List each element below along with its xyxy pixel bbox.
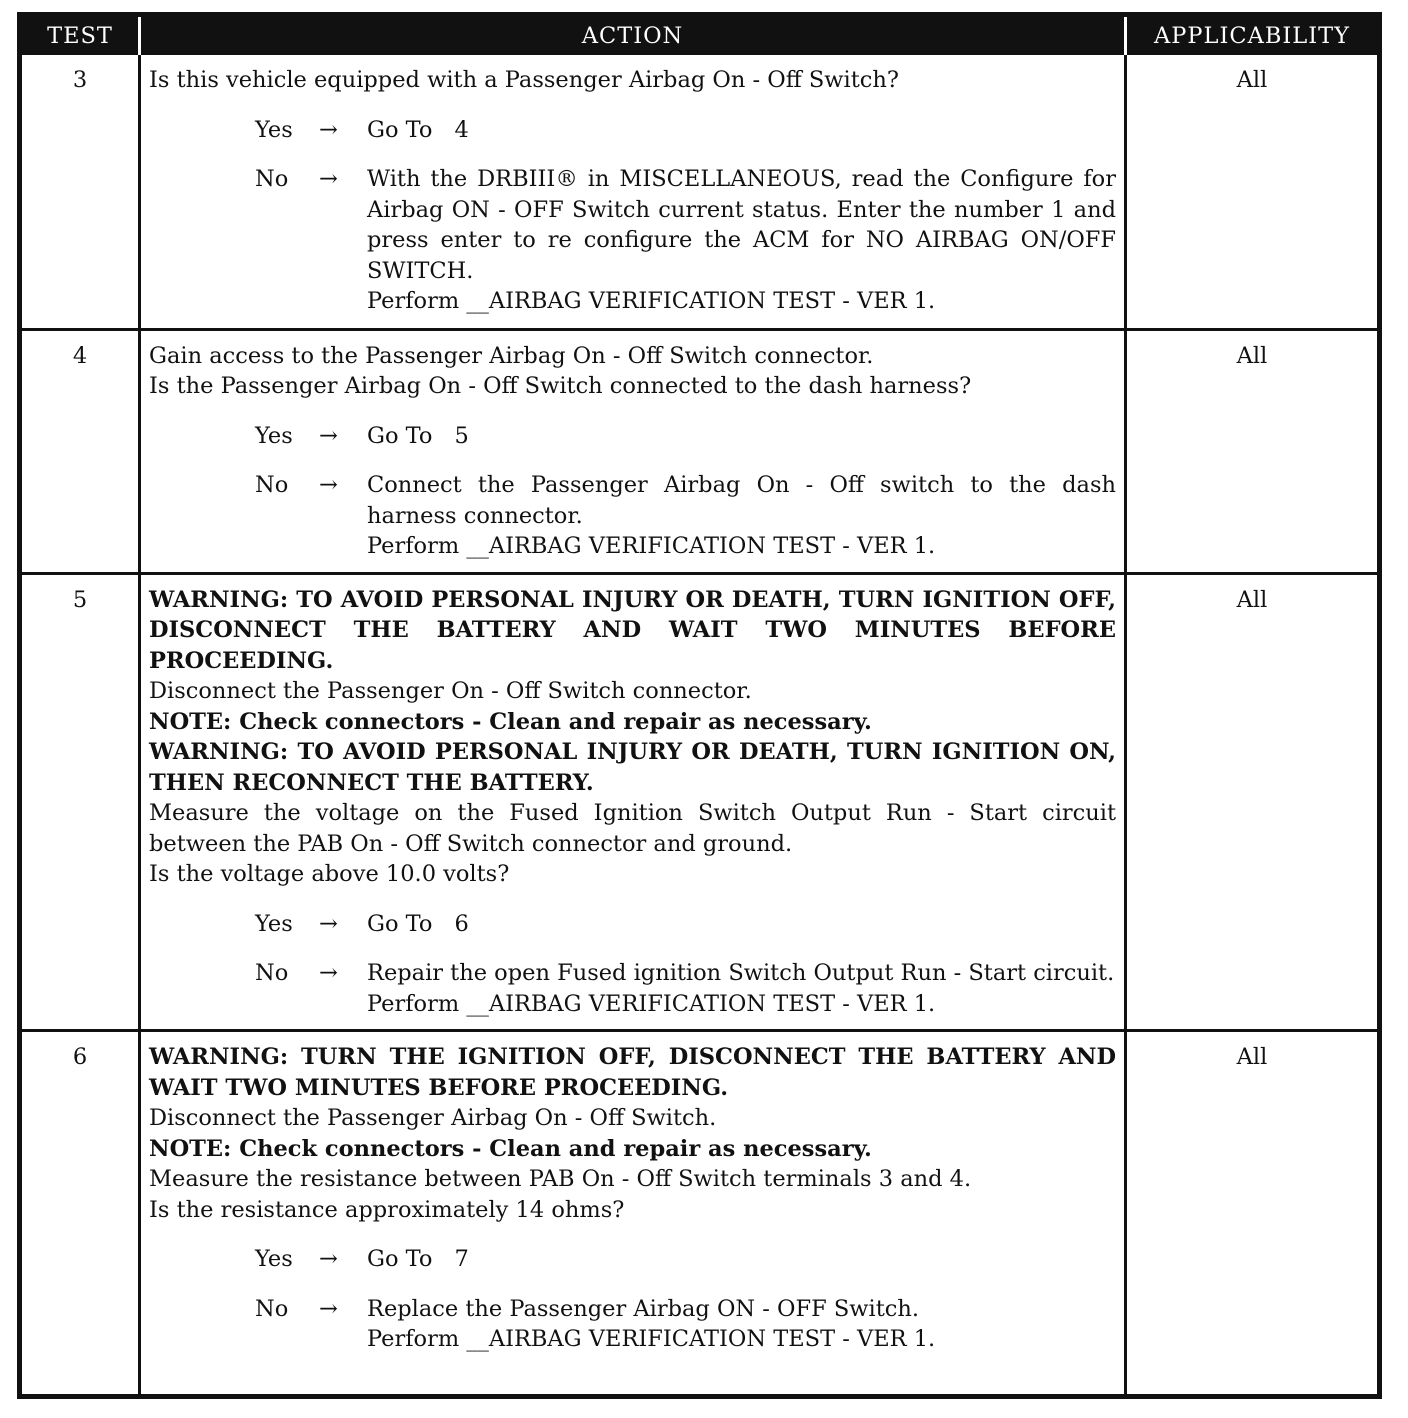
perform-text: Perform __AIRBAG VERIFICATION TEST - VER 1. xyxy=(367,288,936,314)
perform-text: Perform __AIRBAG VERIFICATION TEST - VER 1. xyxy=(367,990,936,1017)
yes-branch xyxy=(149,421,1116,452)
no-label: No xyxy=(255,1295,289,1322)
goto-target: 4 xyxy=(454,116,469,143)
action-line: Disconnect the Passenger Airbag On - Off Switch. xyxy=(149,1105,717,1131)
yes-label: Yes xyxy=(255,116,293,143)
action-cell xyxy=(140,55,1126,329)
yes-label: Yes xyxy=(255,910,293,937)
header-action: ACTION xyxy=(140,15,1126,56)
action-line: Gain access to the Passenger Airbag On - Off Switch connector. xyxy=(149,342,874,369)
no-label: No xyxy=(255,472,289,498)
action-cell xyxy=(140,573,1126,1031)
no-result-text: With the DRBIII® in MISCELLANEOUS, read the Configure for Airbag ON - OFF Switch current status. Enter the number 1 and press enter to re configure the ACM for NO AIRBAG ON/OFF SWITCH. xyxy=(367,166,1116,284)
yes-label: Yes xyxy=(255,422,293,449)
goto-target: 6 xyxy=(454,910,469,937)
note-text: NOTE: Check connectors - Clean and repair as necessary. xyxy=(149,708,872,735)
yes-label: Yes xyxy=(255,1246,293,1272)
goto-label: Go To xyxy=(367,1246,433,1272)
arrow-icon: → xyxy=(319,116,338,143)
action-cell xyxy=(140,329,1126,573)
goto-label: Go To xyxy=(367,422,433,449)
applicability-value: All xyxy=(1126,55,1380,329)
perform-text: Perform __AIRBAG VERIFICATION TEST - VER 1. xyxy=(367,533,936,559)
arrow-icon: → xyxy=(319,910,338,937)
header-test: TEST xyxy=(20,15,140,56)
test-number: 6 xyxy=(20,1031,140,1397)
action-line: Is this vehicle equipped with a Passenger Airbag On - Off Switch? xyxy=(149,67,899,93)
action-cell xyxy=(140,1031,1126,1397)
no-branch xyxy=(149,164,1116,317)
goto-label: Go To xyxy=(367,910,433,937)
action-line: Disconnect the Passenger On - Off Switch connector. xyxy=(149,678,752,704)
action-line: Is the resistance approximately 14 ohms? xyxy=(149,1196,625,1223)
applicability-value: All xyxy=(1126,329,1380,573)
applicability-value: All xyxy=(1126,573,1380,1031)
test-number: 5 xyxy=(20,573,140,1031)
no-branch xyxy=(149,958,1116,1019)
test-row-5 xyxy=(20,573,1380,1031)
action-line: Is the voltage above 10.0 volts? xyxy=(149,861,510,887)
action-line: Is the Passenger Airbag On - Off Switch connected to the dash harness? xyxy=(149,373,972,399)
goto-target: 5 xyxy=(454,422,469,449)
action-line: Measure the resistance between PAB On - Off Switch terminals 3 and 4. xyxy=(149,1166,972,1192)
action-line: Measure the voltage on the Fused Ignition Switch Output Run - Start circuit between the PAB On - Off Switch connector and ground. xyxy=(149,800,1116,857)
yes-branch xyxy=(149,115,1116,146)
diagnostic-test-table xyxy=(17,12,1382,1399)
yes-branch xyxy=(149,1244,1116,1275)
test-row-3 xyxy=(20,55,1380,329)
warning-text: WARNING: TO AVOID PERSONAL INJURY OR DEATH, TURN IGNITION ON, THEN RECONNECT THE BATTERY. xyxy=(149,739,1116,796)
no-branch xyxy=(149,1294,1116,1355)
warning-text: WARNING: TURN THE IGNITION OFF, DISCONNECT THE BATTERY AND WAIT TWO MINUTES BEFORE PROCEEDING. xyxy=(149,1044,1116,1101)
no-result-text: Replace the Passenger Airbag ON - OFF Switch. xyxy=(367,1295,919,1322)
no-label: No xyxy=(255,960,289,986)
warning-text: WARNING: TO AVOID PERSONAL INJURY OR DEATH, TURN IGNITION OFF, DISCONNECT THE BATTERY AND WAIT TWO MINUTES BEFORE PROCEEDING. xyxy=(149,586,1116,674)
arrow-icon: → xyxy=(319,422,338,449)
header-applicability: APPLICABILITY xyxy=(1126,15,1380,56)
no-result-text: Connect the Passenger Airbag On - Off switch to the dash harness connector. xyxy=(367,472,1116,529)
goto-label: Go To xyxy=(367,116,433,143)
arrow-icon: → xyxy=(319,166,338,192)
yes-branch xyxy=(149,909,1116,940)
no-label: No xyxy=(255,166,289,192)
arrow-icon: → xyxy=(319,472,338,498)
no-result-text: Repair the open Fused ignition Switch Output Run - Start circuit. xyxy=(367,960,1115,986)
arrow-icon: → xyxy=(319,960,338,986)
test-row-6 xyxy=(20,1031,1380,1397)
no-branch xyxy=(149,470,1116,562)
test-row-4 xyxy=(20,329,1380,573)
test-number: 4 xyxy=(20,329,140,573)
applicability-value: All xyxy=(1126,1031,1380,1397)
header-row xyxy=(20,15,1380,56)
test-number: 3 xyxy=(20,55,140,329)
goto-target: 7 xyxy=(454,1246,469,1272)
note-text: NOTE: Check connectors - Clean and repair as necessary. xyxy=(149,1135,872,1162)
perform-text: Perform __AIRBAG VERIFICATION TEST - VER 1. xyxy=(367,1326,936,1352)
arrow-icon: → xyxy=(319,1295,338,1322)
arrow-icon: → xyxy=(319,1246,338,1272)
